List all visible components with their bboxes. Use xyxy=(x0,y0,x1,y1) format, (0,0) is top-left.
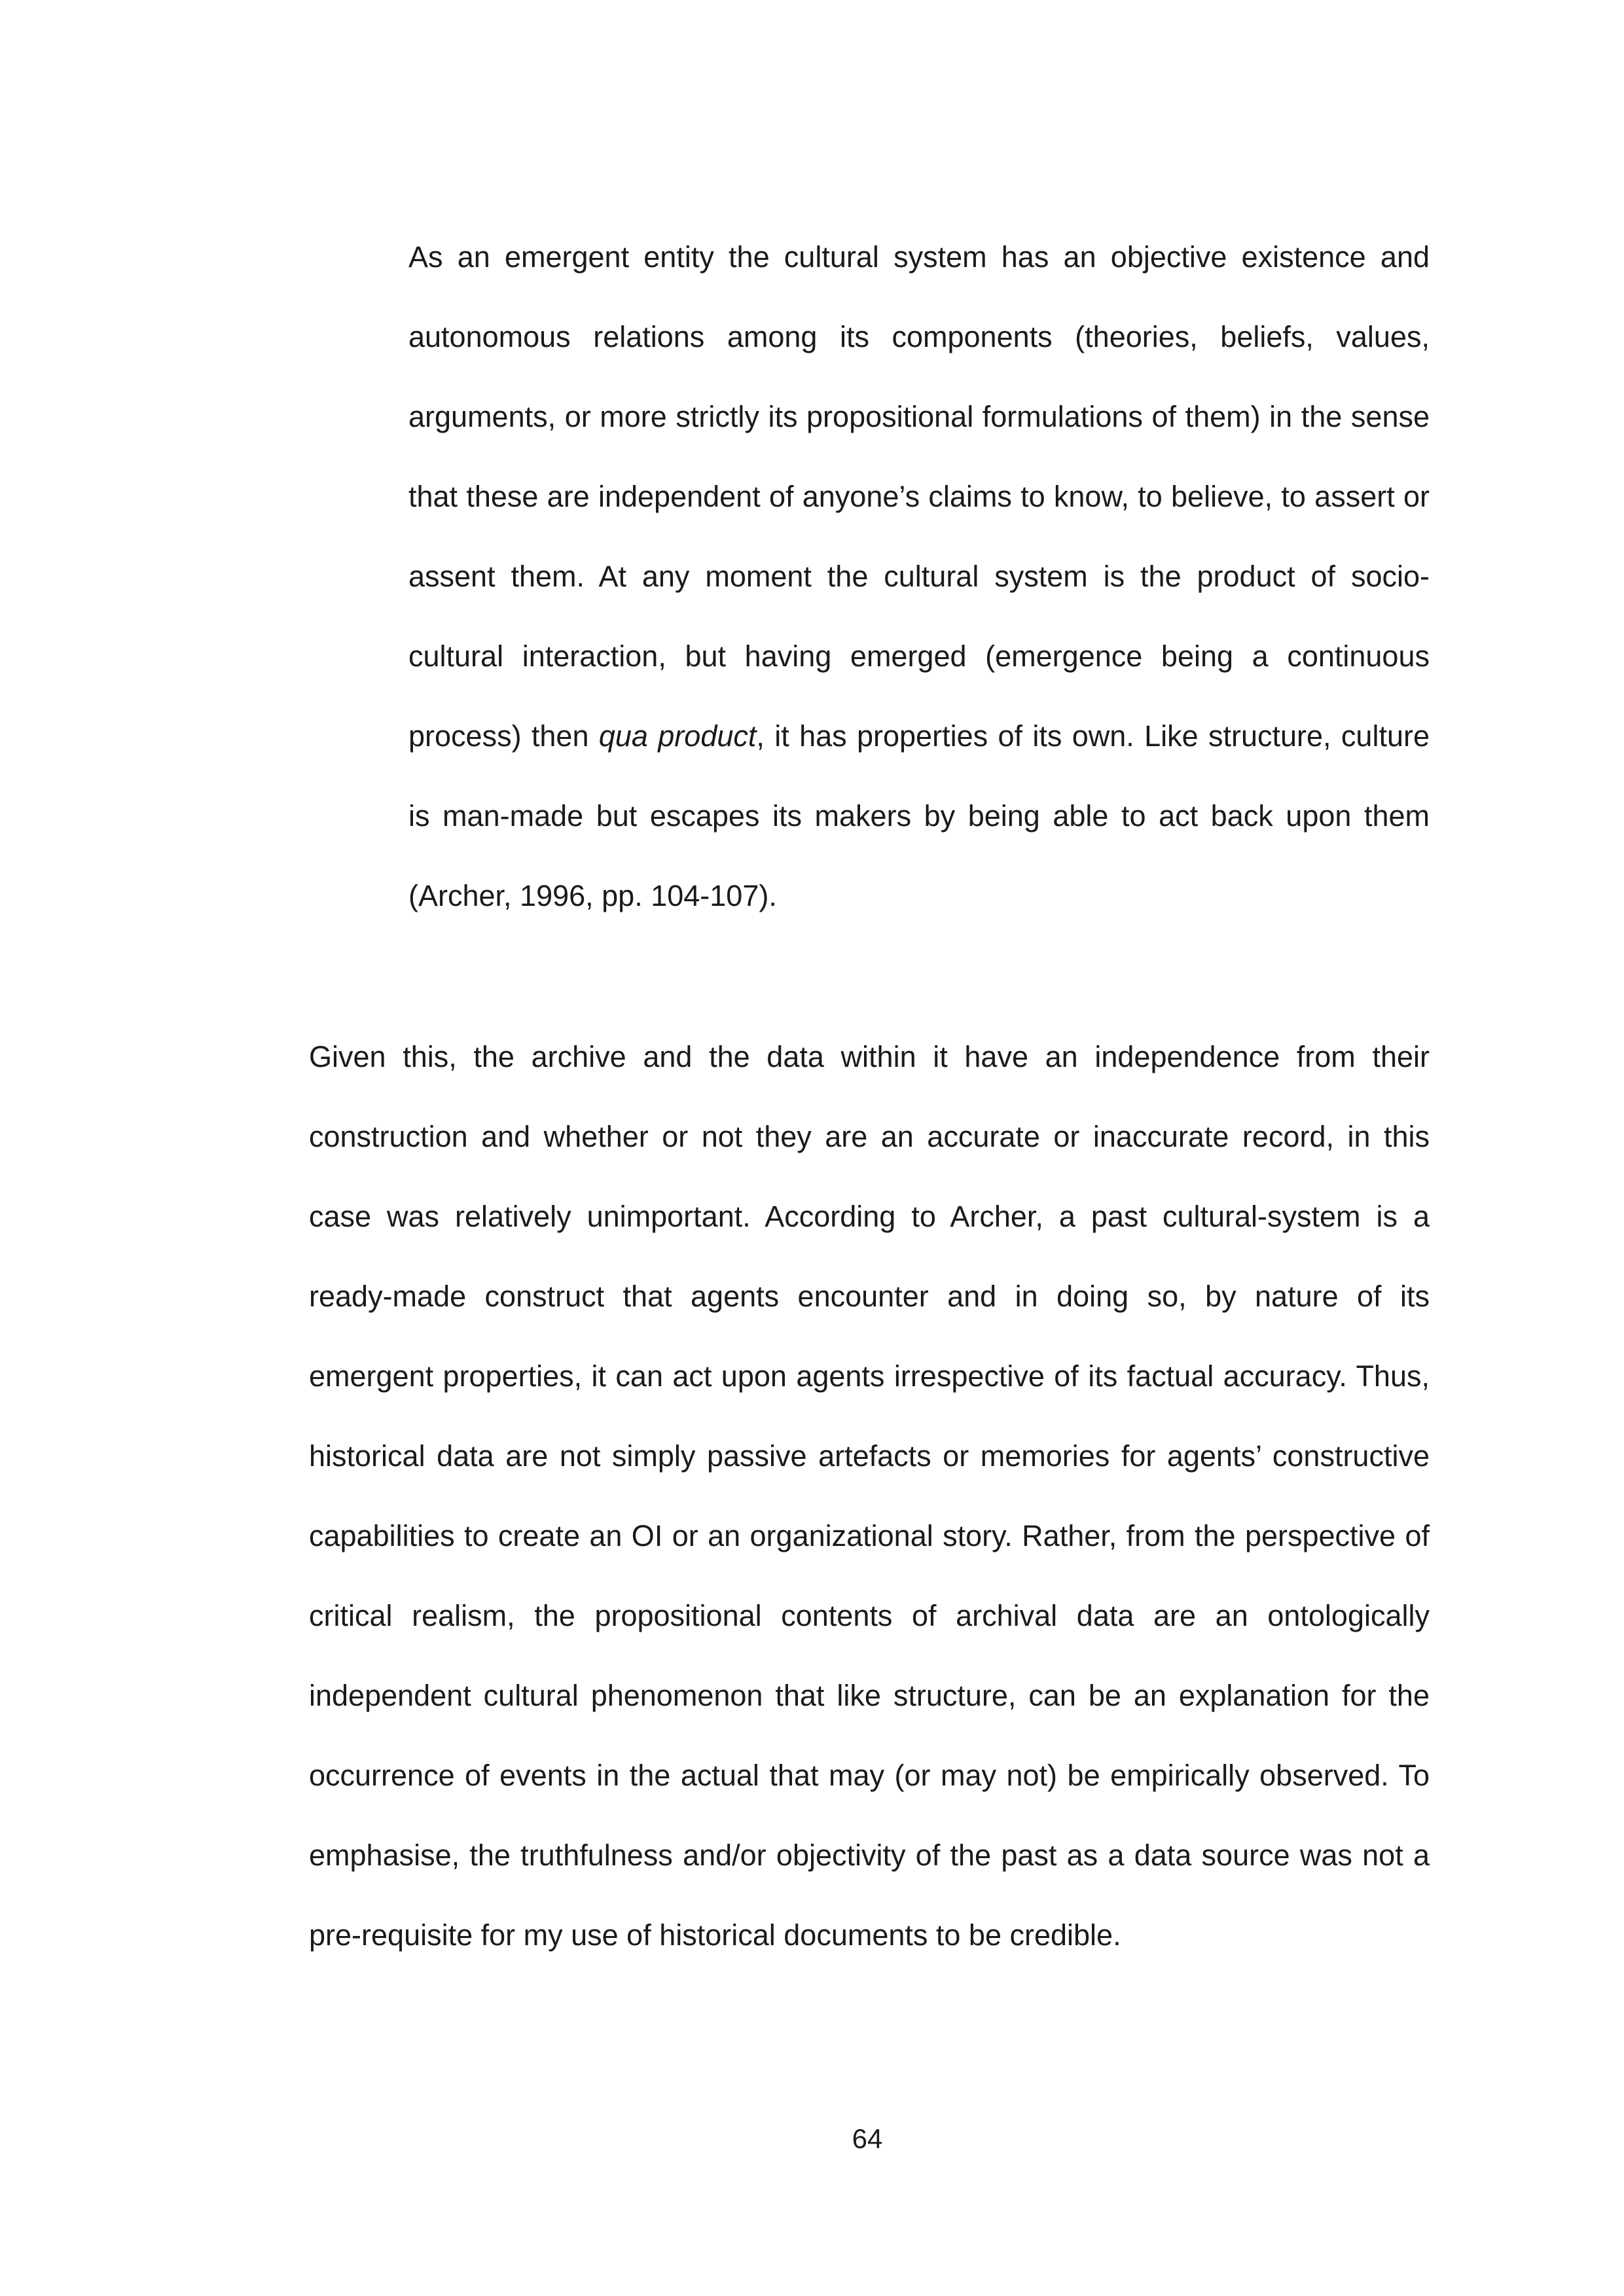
quote-text-end: , it has properties of its own. Like structure, culture is man-made but escapes its makers by being able to act back upon them (Archer, 1996, pp. 104-107). xyxy=(408,719,1430,912)
block-quote xyxy=(408,217,1430,936)
body-paragraph: Given this, the archive and the data within it have an independence from their construction and whether or not they are an accurate or inaccurate record, in this case was relatively unimportant. According to Archer, a past cultural-system is a ready-made construct that agents encounter and in doing so, by nature of its emergent properties, it can act upon agents irrespective of its factual accuracy. Thus, historical data are not simply passive artefacts or memories for agents’ constructive capabilities to create an OI or an organizational story. Rather, from the perspective of critical realism, the propositional contents of archival data are an ontologically independent cultural phenomenon that like structure, can be an explanation for the occurrence of events in the actual that may (or may not) be empirically observed. To emphasise, the truthfulness and/or objectivity of the past as a data source was not a pre-requisite for my use of historical documents to be credible. xyxy=(309,1040,1430,1952)
quote-italic-term: qua product xyxy=(598,719,757,753)
quote-text-start: As an emergent entity the cultural system has an objective existence and autonomous relations among its components (theories, beliefs, values, arguments, or more strictly its propositional formulations of them) in the sense that these are independent of anyone’s claims to know, to believe, to assert or assent them. At any moment the cultural system is the product of socio-cultural interaction, but having emerged (emergence being a continuous process) then xyxy=(408,240,1430,753)
page-number: 64 xyxy=(852,2123,883,2154)
